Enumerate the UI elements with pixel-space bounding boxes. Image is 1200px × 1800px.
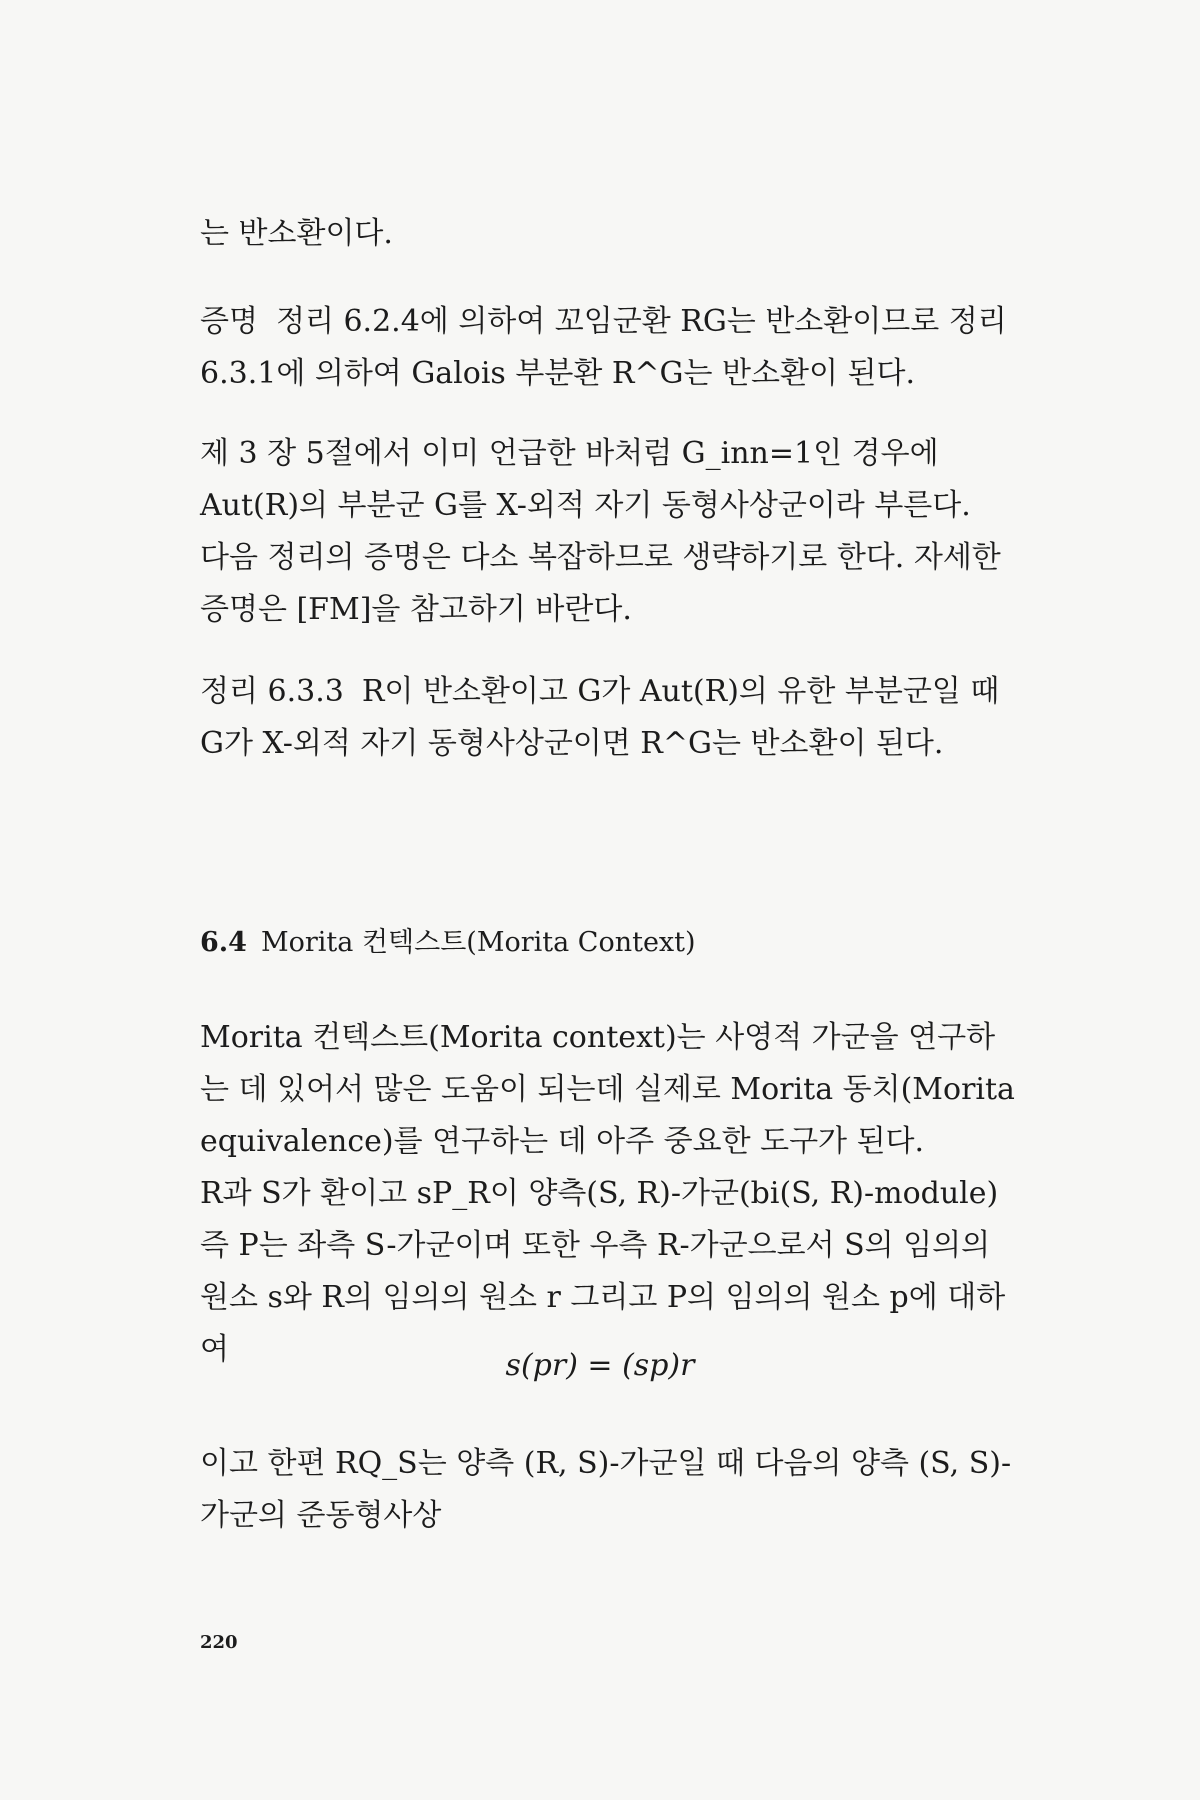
theorem-text: R이 반소환이고 G가 Aut(R)의 유한 부분군일 때 G가 X-외적 자기 동형사상군이면 R^G는 반소환이 된다.: [200, 674, 1000, 761]
proof-label: 증명: [200, 304, 258, 339]
equation-text: s(pr) = (sp)r: [505, 1348, 695, 1383]
intro-text: 는 반소환이다.: [200, 216, 393, 251]
section-title: Morita 컨텍스트(Morita Context): [260, 927, 696, 958]
note1-text: 제 3 장 5절에서 이미 언급한 바처럼 G_inn=1인 경우에 Aut(R)의 부분군 G를 X-외적 자기 동형사상군이라 부른다.: [200, 436, 971, 523]
morita-paragraph-3-text: 이고 한편 RQ_S는 양측 (R, S)-가군일 때 다음의 양측 (S, S)-가군의 준동형사상: [200, 1446, 1012, 1533]
intro-line: [200, 208, 1020, 260]
proof-paragraph: [200, 296, 1020, 400]
morita-paragraph-3: [200, 1438, 1020, 1542]
morita-paragraph-1-text: Morita 컨텍스트(Morita context)는 사영적 가군을 연구하는 데 있어서 많은 도움이 되는데 실제로 Morita 동치(Morita equivalence)를 연구하는 데 아주 중요한 도구가 된다.: [200, 1020, 1015, 1159]
morita-paragraph-2-text: R과 S가 환이고 sP_R이 양측(S, R)-가군(bi(S, R)-module) 즉 P는 좌측 S-가군이며 또한 우측 R-가군으로서 S의 임의의 원소 s와 R의 임의의 원소 r 그리고 P의 임의의 원소 p에 대하여: [200, 1176, 1006, 1367]
proof-text: 정리 6.2.4에 의하여 꼬임군환 RG는 반소환이므로 정리 6.3.1에 의하여 Galois 부분환 R^G는 반소환이 된다.: [200, 304, 1007, 391]
section-number: 6.4: [200, 927, 247, 958]
theorem-label: 정리 6.3.3: [200, 674, 344, 709]
note2-text: 다음 정리의 증명은 다소 복잡하므로 생략하기로 한다. 자세한 증명은 [FM]을 참고하기 바란다.: [200, 540, 1001, 627]
note2-paragraph: [200, 532, 1020, 636]
page-number-text: 220: [200, 1632, 238, 1653]
page-number: [200, 1632, 238, 1653]
morita-paragraph-1: [200, 1012, 1020, 1168]
theorem-paragraph: [200, 666, 1020, 770]
equation: [0, 1348, 1200, 1383]
morita-paragraph-2: [200, 1168, 1020, 1376]
section-heading: [200, 920, 696, 959]
note1-paragraph: [200, 428, 1020, 532]
